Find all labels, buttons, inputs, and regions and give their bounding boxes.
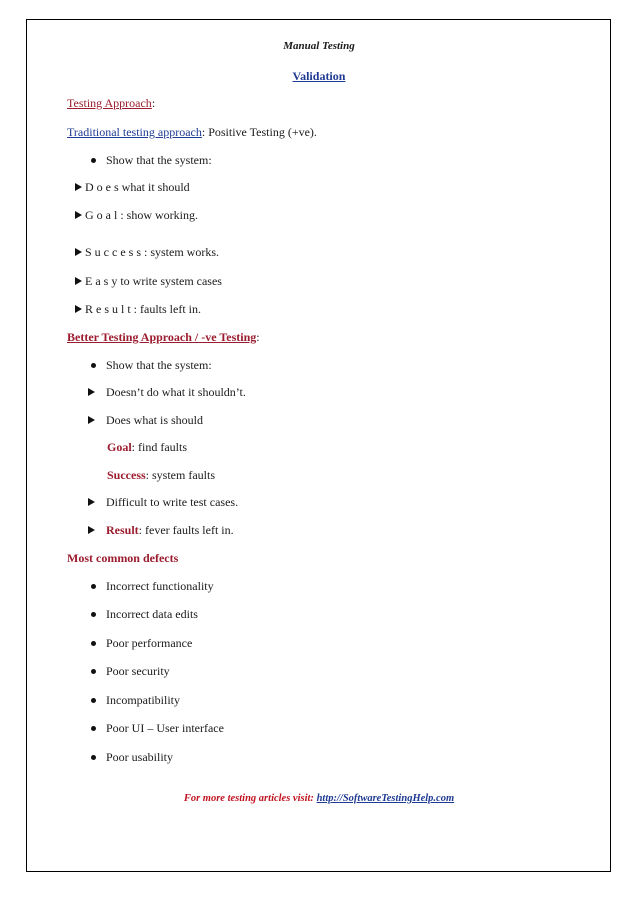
goal-text: : find faults [131, 440, 187, 454]
page-title: Validation [292, 69, 346, 83]
goal-line [107, 440, 187, 455]
defects-heading: Most common defects [67, 551, 179, 565]
list-item: E a s y to write system cases [85, 274, 222, 288]
result-line [106, 523, 234, 538]
traditional-suffix: : Positive Testing (+ve). [201, 125, 317, 139]
list-item: D o e s what it should [85, 180, 190, 194]
arrow-bullet-icon [88, 498, 95, 506]
footer-link[interactable]: http://SoftwareTestingHelp.com [316, 793, 455, 804]
success-label: Success [107, 468, 146, 482]
traditional-label: Traditional testing approach [67, 125, 202, 139]
list-item: Poor usability [106, 750, 174, 764]
list-item: Does what is should [106, 413, 203, 427]
bullet-dot-icon [91, 612, 96, 617]
list-item: R e s u l t : faults left in. [85, 302, 201, 316]
goal-label: Goal [107, 440, 132, 454]
bullet-dot-icon [91, 669, 96, 674]
better-approach-label: Better Testing Approach / -ve Testing [67, 330, 257, 344]
footer [0, 793, 638, 804]
testing-approach-label: Testing Approach [67, 96, 152, 110]
arrow-bullet-icon [75, 183, 82, 191]
list-item: S u c c e s s : system works. [85, 245, 219, 259]
arrow-bullet-icon [88, 416, 95, 424]
arrow-bullet-icon [75, 211, 82, 219]
success-line [107, 468, 215, 483]
arrow-bullet-icon [75, 305, 82, 313]
list-item: Show that the system: [106, 153, 212, 167]
bullet-dot-icon [91, 641, 96, 646]
list-item: Incorrect data edits [106, 607, 198, 621]
page-header: Manual Testing [283, 40, 355, 52]
list-item: Poor performance [106, 636, 193, 650]
list-item: Poor UI – User interface [106, 721, 224, 735]
bullet-dot-icon [91, 755, 96, 760]
arrow-bullet-icon [88, 388, 95, 396]
testing-approach-heading: Testing Approach: [67, 96, 156, 110]
list-item: Show that the system: [106, 358, 212, 372]
result-text: : fever faults left in. [138, 523, 234, 537]
bullet-dot-icon [91, 698, 96, 703]
footer-prefix: For more testing articles visit: [183, 793, 317, 804]
arrow-bullet-icon [75, 277, 82, 285]
list-item: Incompatibility [106, 693, 180, 707]
list-item: Poor security [106, 664, 170, 678]
arrow-bullet-icon [88, 526, 95, 534]
list-item: Doesn’t do what it shouldn’t. [106, 385, 246, 399]
bullet-dot-icon [91, 584, 96, 589]
result-label: Result [106, 523, 139, 537]
traditional-heading [67, 125, 317, 140]
better-approach-heading: Better Testing Approach / -ve Testing: [67, 330, 260, 344]
list-item: G o a l : show working. [85, 208, 198, 222]
list-item: Incorrect functionality [106, 579, 214, 593]
bullet-dot-icon [91, 363, 96, 368]
success-text: : system faults [145, 468, 215, 482]
list-item: Difficult to write test cases. [106, 495, 239, 509]
bullet-dot-icon [91, 158, 96, 163]
bullet-dot-icon [91, 726, 96, 731]
arrow-bullet-icon [75, 248, 82, 256]
